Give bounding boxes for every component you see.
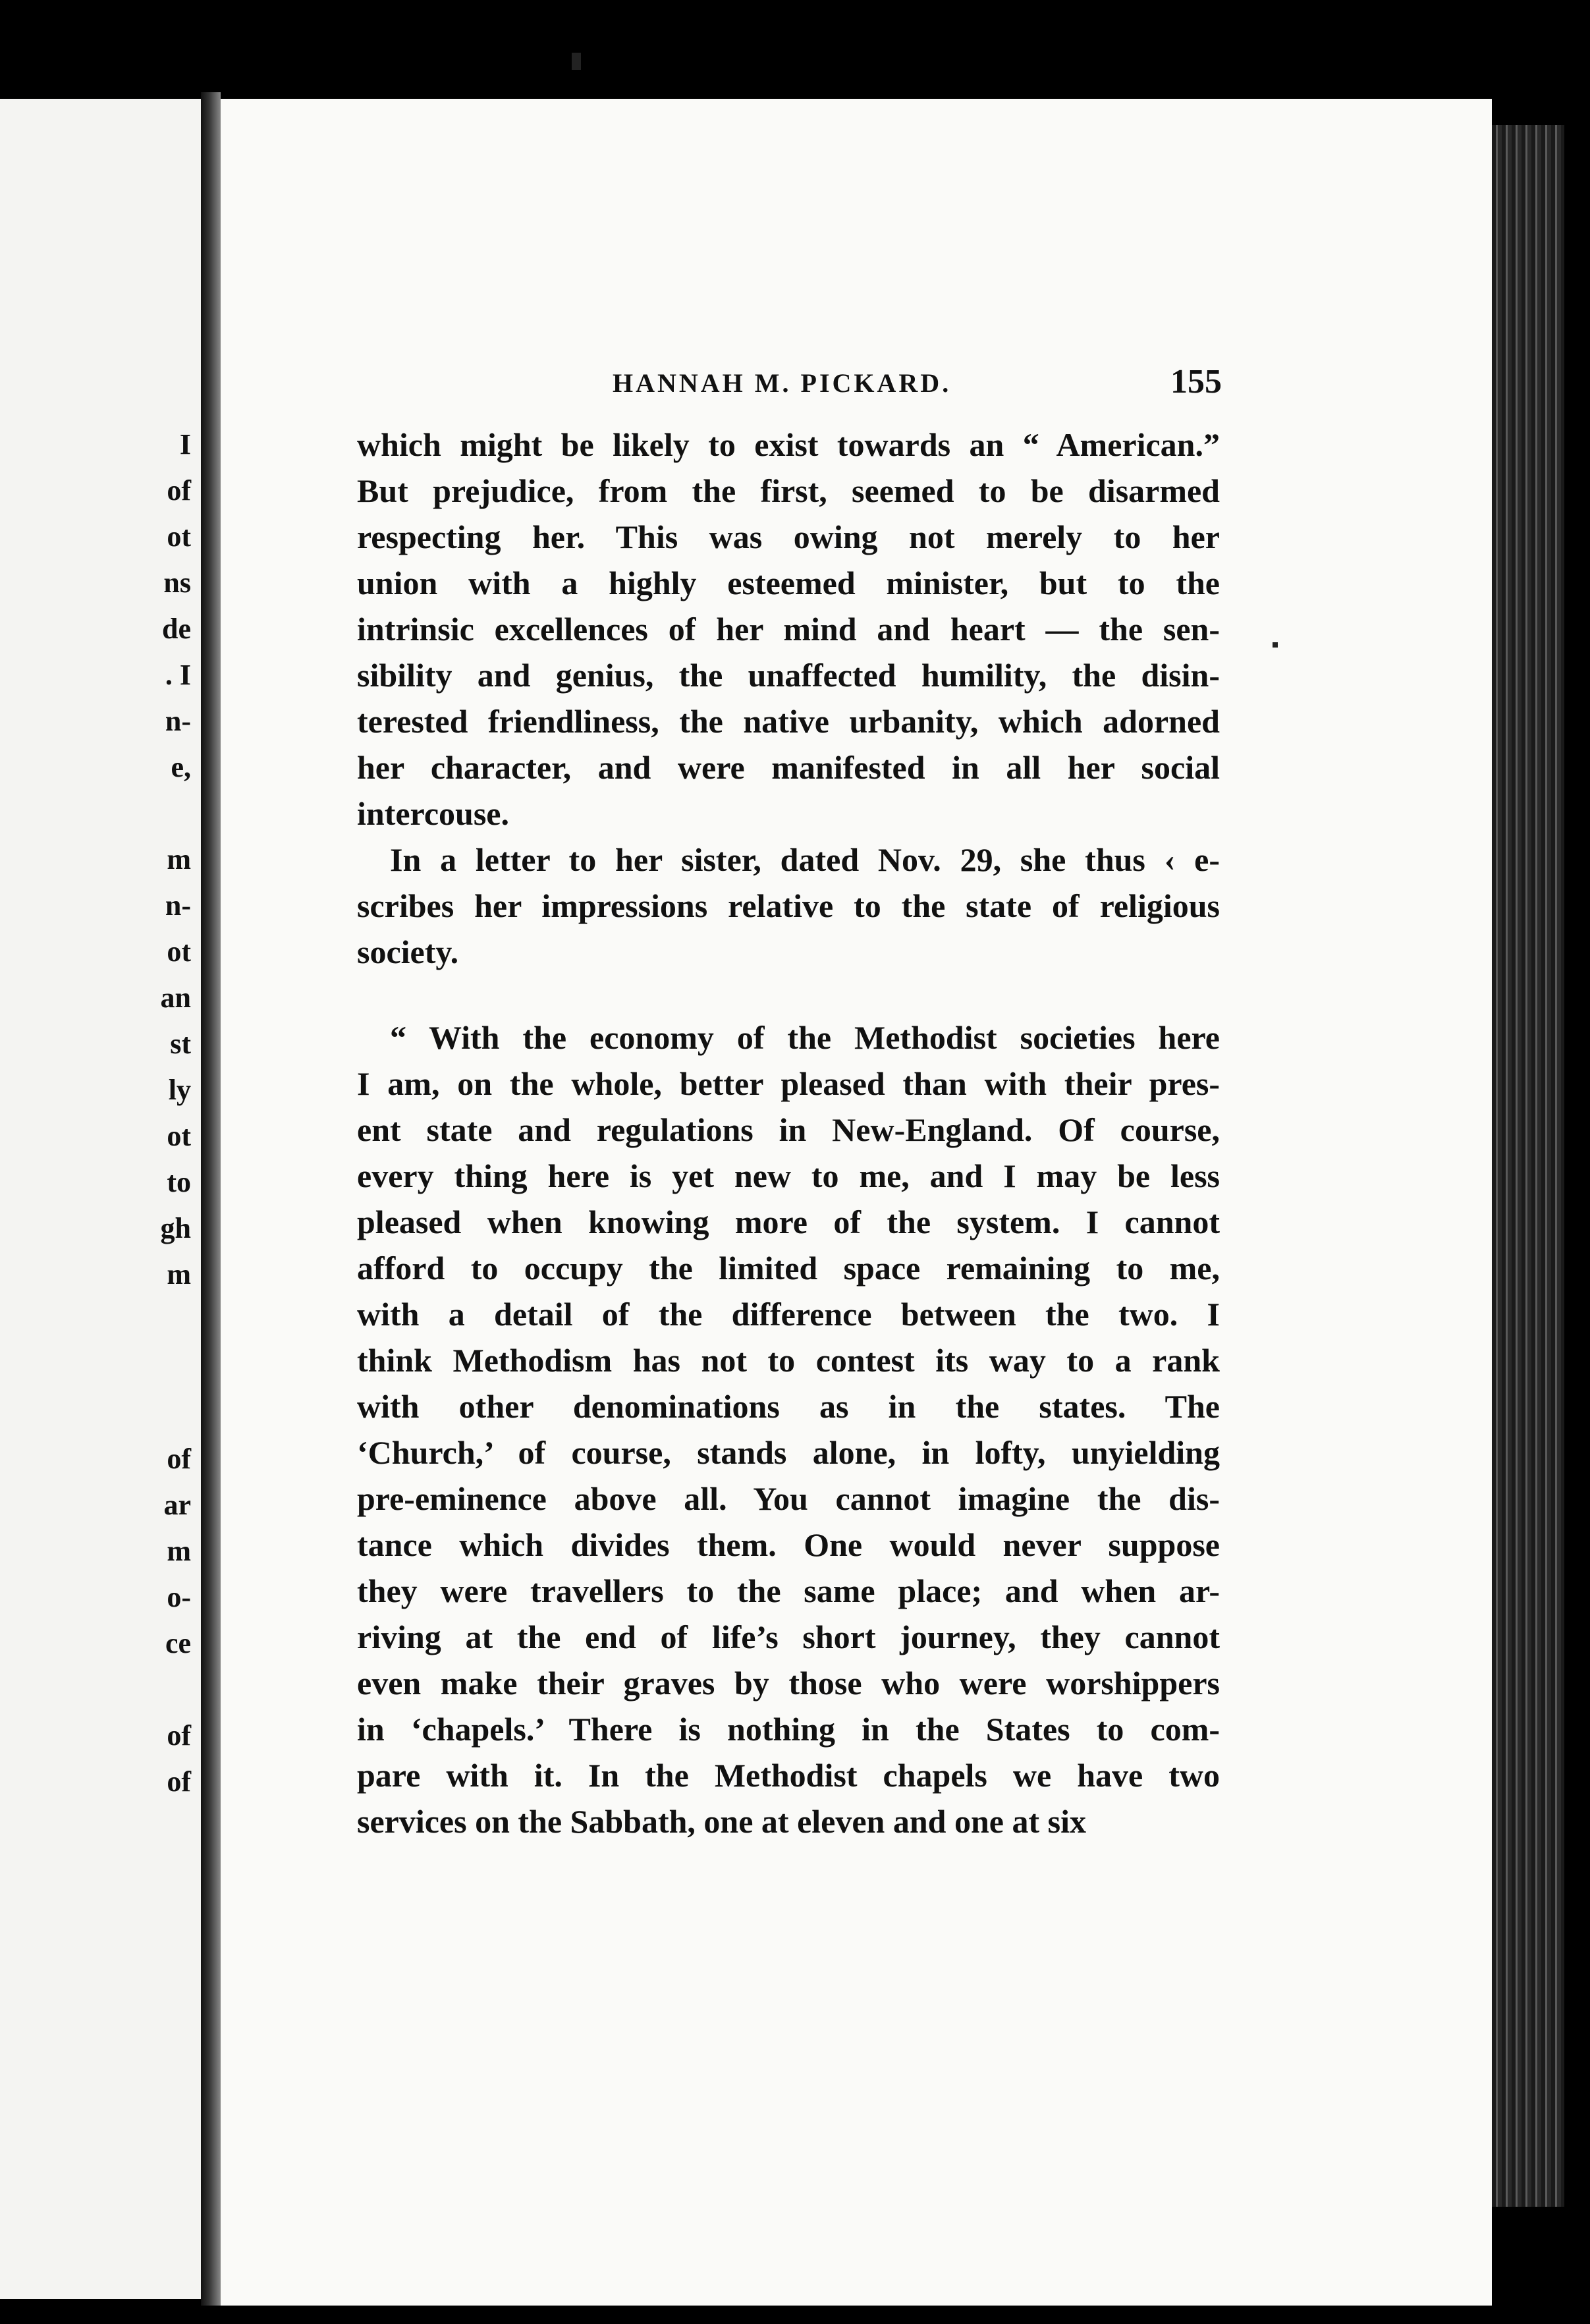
left-page-fragment: ot xyxy=(167,935,191,968)
left-page-fragment: n- xyxy=(165,889,191,922)
quotation-line: afford to occupy the limited space remaining to me, xyxy=(357,1250,1220,1286)
page-body xyxy=(357,422,1220,1844)
paragraph-line: But prejudice, from the first, seemed to be disarmed xyxy=(357,472,1220,509)
running-head: HANNAH M. PICKARD. xyxy=(613,368,952,398)
quotation-line: tance which divides them. One would never suppose xyxy=(357,1526,1220,1563)
scan-speck xyxy=(1273,642,1278,648)
left-page-fragment: an xyxy=(160,982,191,1014)
paragraph-line: intercouse. xyxy=(357,795,509,832)
quotation-line: even make their graves by those who were worshippers xyxy=(357,1665,1220,1702)
left-page-fragment: m xyxy=(167,1535,191,1567)
left-page-text-fragments xyxy=(92,422,191,1805)
left-page-fragment: ar xyxy=(163,1489,191,1521)
left-page-fragment: ot xyxy=(167,520,191,553)
paragraph-line: In a letter to her sister, dated Nov. 29, she thus ‹ e- xyxy=(390,841,1220,878)
left-page-fragment: e, xyxy=(171,751,191,783)
left-page-fragment xyxy=(92,1298,191,1344)
left-page-fragment xyxy=(92,1390,191,1436)
quotation-line: “ With the economy of the Methodist societies here xyxy=(390,1019,1220,1056)
paragraph-line: respecting her. This was owing not merely to her xyxy=(357,518,1220,555)
paragraph-line: which might be likely to exist towards an “ American.” xyxy=(357,426,1220,463)
left-page-fragment: of xyxy=(167,1443,191,1475)
quotation-line: with other denominations as in the states. The xyxy=(357,1388,1220,1425)
left-page-fragment: of xyxy=(167,1719,191,1752)
paragraph-gap xyxy=(357,975,1220,1014)
left-page-fragment: gh xyxy=(160,1212,191,1244)
left-page-fragment: o- xyxy=(167,1581,191,1613)
quotation-line: pre-eminence above all. You cannot imagine the dis- xyxy=(357,1480,1220,1517)
left-page-fragment: . I xyxy=(165,659,191,691)
quotation-line: in ‘chapels.’ There is nothing in the States to com- xyxy=(357,1711,1220,1748)
left-page-fragment: ns xyxy=(163,567,191,599)
left-page-fragment: m xyxy=(167,843,191,875)
scan-speck xyxy=(572,53,581,70)
page-number: 155 xyxy=(1170,363,1222,401)
left-page-fragment: to xyxy=(167,1166,191,1198)
left-page-fragment: de xyxy=(162,613,191,645)
left-page-fragment xyxy=(92,1344,191,1390)
left-page-fragment: st xyxy=(170,1028,191,1060)
paragraph-line: terested friendliness, the native urbanity, which adorned xyxy=(357,703,1220,740)
quotation-line: with a detail of the difference between the two. I xyxy=(357,1296,1220,1333)
paragraph-line: sibility and genius, the unaffected humility, the disin- xyxy=(357,657,1220,694)
left-page-fragment: of xyxy=(167,474,191,507)
left-page-fragment: I xyxy=(179,428,191,460)
quotation-line: I am, on the whole, better pleased than with their pres- xyxy=(357,1065,1220,1102)
quotation-line: think Methodism has not to contest its way to a rank xyxy=(357,1342,1220,1379)
book-gutter xyxy=(201,92,221,2306)
paragraph-line: her character, and were manifested in all her social xyxy=(357,749,1220,786)
paragraph-line: society. xyxy=(357,933,459,970)
left-page-fragment xyxy=(92,1667,191,1713)
left-page-fragment xyxy=(92,790,191,837)
quotation-line: every thing here is yet new to me, and I may be less xyxy=(357,1157,1220,1194)
quotation-line: they were travellers to the same place; and when ar- xyxy=(357,1572,1220,1609)
left-page-fragment: ce xyxy=(165,1627,191,1659)
quotation-line: ‘Church,’ of course, stands alone, in lofty, unyielding xyxy=(357,1434,1220,1471)
page-edges xyxy=(1492,125,1564,2207)
paragraph-line: scribes her impressions relative to the state of religious xyxy=(357,887,1220,924)
left-page-fragment: ly xyxy=(168,1074,191,1106)
left-page-fragment: n- xyxy=(165,705,191,737)
paragraph-line: union with a highly esteemed minister, but to the xyxy=(357,565,1220,601)
quotation-line: pleased when knowing more of the system. I cannot xyxy=(357,1204,1220,1240)
page-header xyxy=(599,362,1222,408)
quotation-line: services on the Sabbath, one at eleven and one at six xyxy=(357,1803,1086,1840)
left-page-fragment: m xyxy=(167,1258,191,1290)
quotation-line: riving at the end of life’s short journey, they cannot xyxy=(357,1618,1220,1655)
quotation-line: ent state and regulations in New-England. Of course, xyxy=(357,1111,1220,1148)
left-page-fragment: ot xyxy=(167,1120,191,1152)
quotation-line: pare with it. In the Methodist chapels we have two xyxy=(357,1757,1220,1794)
left-page-fragment: of xyxy=(167,1765,191,1798)
paragraph-line: intrinsic excellences of her mind and heart — the sen- xyxy=(357,611,1220,648)
